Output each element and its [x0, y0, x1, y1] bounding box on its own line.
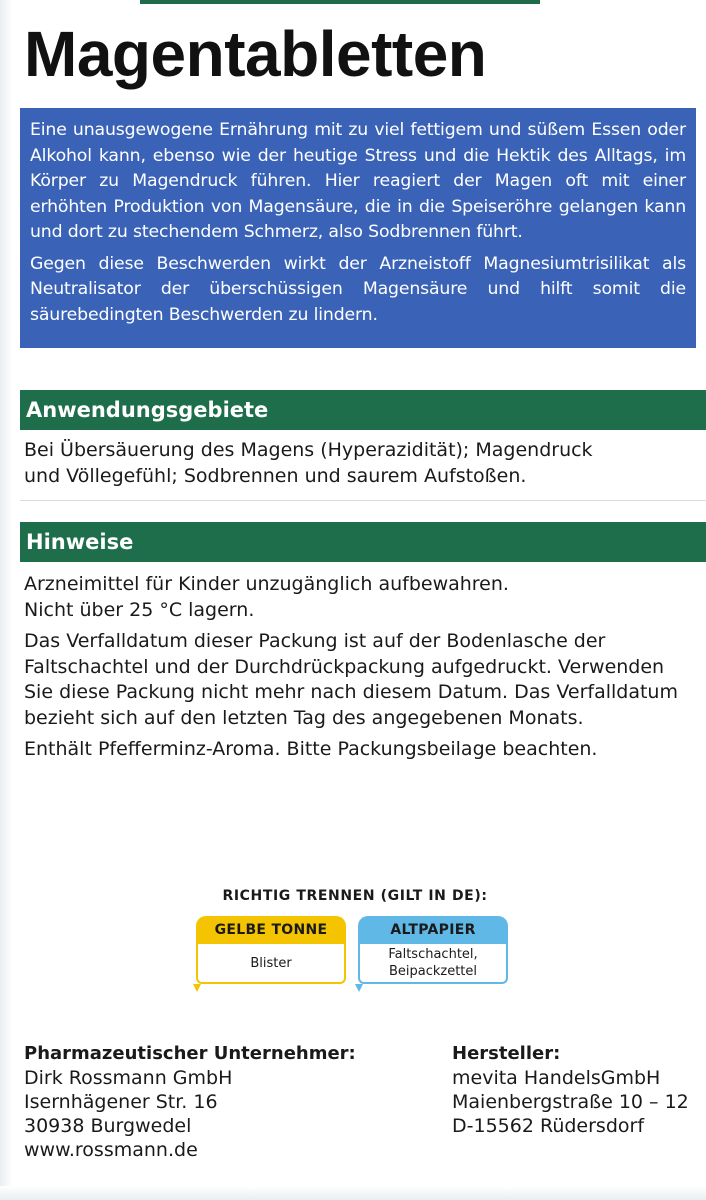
hinweise-paragraph-2: Das Verfalldatum dieser Packung ist auf der Bodenlasche der Faltschachtel und der Durchdrückpackung aufgedruckt. Verwenden Sie diese Packung nicht mehr nach diesem Datum. Das Verfalldatum bezieht sich auf den letzten Tag des angegebenen Monats. [24, 630, 678, 729]
yellow-bin-item: Blister [250, 955, 292, 971]
yellow-bin-box [196, 916, 346, 982]
hersteller-name: mevita HandelsGmbH [452, 1067, 661, 1089]
product-title: Magentabletten [24, 18, 487, 90]
yellow-bin-label: GELBE TONNE [196, 916, 346, 944]
recycling-title: RICHTIG TRENNEN (GILT IN DE): [222, 888, 488, 904]
section-header-anwendungsgebiete [20, 390, 706, 430]
hersteller-city: D-15562 Rüdersdorf [452, 1115, 645, 1137]
left-edge-shading [0, 0, 12, 1200]
blue-bin-item-2: Beipackzettel [388, 964, 478, 979]
hersteller-address-block [452, 1042, 689, 1138]
section-heading-hinweise: Hinweise [26, 530, 134, 554]
yellow-bin-content [196, 944, 346, 984]
hersteller-label: Hersteller: [452, 1043, 561, 1064]
hinweise-paragraph-3: Enthält Pfefferminz-Aroma. Bitte Packungsbeilage beachten. [24, 738, 598, 760]
recycling-info [190, 888, 520, 1008]
divider-line [20, 500, 706, 501]
pharma-label: Pharmazeutischer Unternehmer: [24, 1043, 356, 1064]
section-heading-anwendungsgebiete: Anwendungsgebiete [26, 398, 269, 422]
pharma-website: www.rossmann.de [24, 1139, 198, 1161]
pharma-city: 30938 Burgwedel [24, 1115, 192, 1137]
blue-bin-box [358, 916, 508, 982]
blue-bin-content [358, 944, 508, 984]
pharma-name: Dirk Rossmann GmbH [24, 1067, 233, 1089]
intro-paragraph-1: Eine unausgewogene Ernährung mit zu viel fettigem und süßem Essen oder Alkohol kann, ebenso wie der heutige Stress und die Hektik des Alltags, im Körper zu Magendruck führen. Hier reagiert der Magen oft mit einer erhöhten Produktion von Magensäure, die in die Speiseröhre gelangen kann und dort zu stechendem Schmerz, also Sodbrennen führt. [30, 120, 686, 242]
hinweise-text-block [24, 572, 696, 769]
anwendungsgebiete-text-block [24, 438, 624, 495]
hersteller-street: Maienbergstraße 10 – 12 [452, 1091, 689, 1113]
blue-bin-item-1: Faltschachtel, [388, 947, 478, 962]
arrow-down-icon [355, 984, 363, 992]
pharma-street: Isernhägener Str. 16 [24, 1091, 218, 1113]
pharma-address-block [24, 1042, 356, 1162]
hinweise-line-2: Nicht über 25 °C lagern. [24, 598, 255, 621]
blue-bin-label: ALTPAPIER [358, 916, 508, 944]
hinweise-line-1: Arzneimittel für Kinder unzugänglich aufbewahren. [24, 573, 509, 595]
top-green-strip [140, 0, 540, 4]
intro-paragraph-2: Gegen diese Beschwerden wirkt der Arzneistoff Magnesiumtrisilikat als Neutralisator der überschüssigen Magensäure und hilft somit die säurebedingten Beschwerden zu lindern. [30, 253, 686, 325]
intro-box [20, 108, 696, 348]
section-header-hinweise [20, 522, 706, 562]
arrow-down-icon [193, 984, 201, 992]
bottom-edge-shading [0, 1186, 706, 1200]
anwendungsgebiete-text: Bei Übersäuerung des Magens (Hyperazidität); Magendruck und Völlegefühl; Sodbrennen und saurem Aufstoßen. [24, 439, 593, 487]
